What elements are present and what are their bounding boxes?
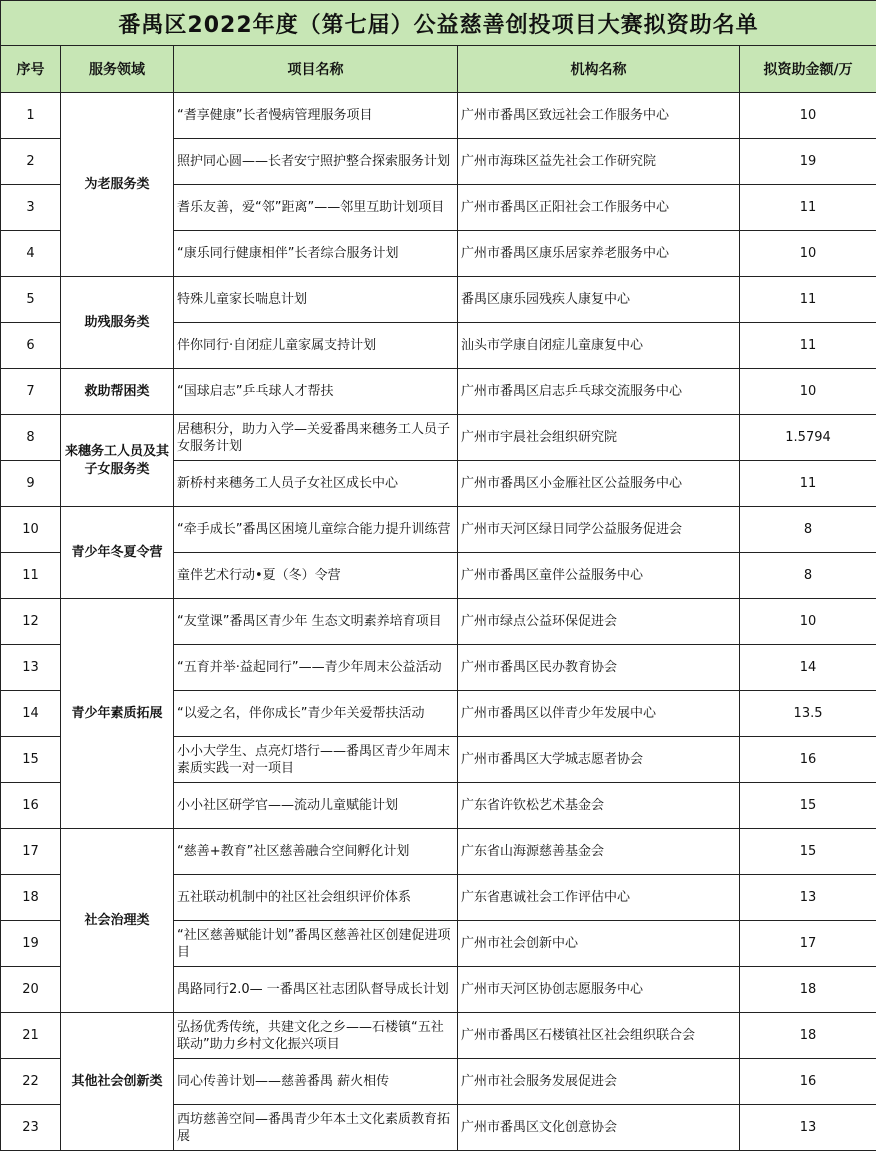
organization-cell: 广州市番禺区石楼镇社区社会组织联合会 <box>458 1013 740 1059</box>
funding-amount-cell: 16 <box>740 737 876 783</box>
funding-amount-cell: 14 <box>740 645 876 691</box>
organization-cell: 广州市社会服务发展促进会 <box>458 1059 740 1105</box>
row-index: 5 <box>1 277 61 323</box>
project-name-cell: 伴你同行·自闭症儿童家属支持计划 <box>174 323 458 369</box>
organization-cell: 广州市番禺区童伴公益服务中心 <box>458 553 740 599</box>
project-name-cell: 五社联动机制中的社区社会组织评价体系 <box>174 875 458 921</box>
row-index: 10 <box>1 507 61 553</box>
table-row <box>1 93 876 139</box>
project-name-cell: “康乐同行健康相伴”长者综合服务计划 <box>174 231 458 277</box>
project-name-cell: 新桥村来穗务工人员子女社区成长中心 <box>174 461 458 507</box>
project-name-cell: “社区慈善赋能计划”番禺区慈善社区创建促进项目 <box>174 921 458 967</box>
project-name-cell: 禺路同行2.0— 一番禺区社志团队督导成长计划 <box>174 967 458 1013</box>
project-name-cell: 特殊儿童家长喘息计划 <box>174 277 458 323</box>
row-index: 17 <box>1 829 61 875</box>
row-index: 2 <box>1 139 61 185</box>
header-row <box>1 46 876 93</box>
row-index: 14 <box>1 691 61 737</box>
service-domain-cell: 青少年冬夏令营 <box>61 507 174 599</box>
project-name-cell: “五育并举·益起同行”——青少年周末公益活动 <box>174 645 458 691</box>
row-index: 8 <box>1 415 61 461</box>
funding-amount-cell: 10 <box>740 231 876 277</box>
organization-cell: 广州市社会创新中心 <box>458 921 740 967</box>
funding-amount-cell: 19 <box>740 139 876 185</box>
organization-cell: 汕头市学康自闭症儿童康复中心 <box>458 323 740 369</box>
funding-amount-cell: 10 <box>740 369 876 415</box>
funding-amount-cell: 13 <box>740 1105 876 1151</box>
funding-amount-cell: 11 <box>740 277 876 323</box>
organization-cell: 广州市天河区绿日同学公益服务促进会 <box>458 507 740 553</box>
funding-amount-cell: 16 <box>740 1059 876 1105</box>
organization-cell: 广东省惠诚社会工作评估中心 <box>458 875 740 921</box>
funding-amount-cell: 8 <box>740 553 876 599</box>
header-project: 项目名称 <box>174 46 458 93</box>
row-index: 13 <box>1 645 61 691</box>
row-index: 19 <box>1 921 61 967</box>
funding-amount-cell: 18 <box>740 1013 876 1059</box>
row-index: 3 <box>1 185 61 231</box>
header-domain: 服务领域 <box>61 46 174 93</box>
row-index: 9 <box>1 461 61 507</box>
row-index: 11 <box>1 553 61 599</box>
organization-cell: 广州市宇晨社会组织研究院 <box>458 415 740 461</box>
table-row <box>1 369 876 415</box>
service-domain-cell: 其他社会创新类 <box>61 1013 174 1151</box>
project-name-cell: “以爱之名，伴你成长”青少年关爱帮扶活动 <box>174 691 458 737</box>
organization-cell: 广东省许钦松艺术基金会 <box>458 783 740 829</box>
funding-amount-cell: 8 <box>740 507 876 553</box>
service-domain-cell: 青少年素质拓展 <box>61 599 174 829</box>
service-domain-cell: 来穗务工人员及其子女服务类 <box>61 415 174 507</box>
project-name-cell: “慈善+教育”社区慈善融合空间孵化计划 <box>174 829 458 875</box>
table-row <box>1 507 876 553</box>
table-row <box>1 415 876 461</box>
project-name-cell: 弘扬优秀传统，共建文化之乡——石楼镇“五社联动”助力乡村文化振兴项目 <box>174 1013 458 1059</box>
organization-cell: 广州市绿点公益环保促进会 <box>458 599 740 645</box>
row-index: 1 <box>1 93 61 139</box>
organization-cell: 广州市番禺区启志乒乓球交流服务中心 <box>458 369 740 415</box>
organization-cell: 广东省山海源慈善基金会 <box>458 829 740 875</box>
project-name-cell: 小小社区研学官——流动儿童赋能计划 <box>174 783 458 829</box>
organization-cell: 广州市番禺区正阳社会工作服务中心 <box>458 185 740 231</box>
row-index: 18 <box>1 875 61 921</box>
table-row <box>1 1013 876 1059</box>
organization-cell: 广州市天河区协创志愿服务中心 <box>458 967 740 1013</box>
row-index: 15 <box>1 737 61 783</box>
row-index: 22 <box>1 1059 61 1105</box>
row-index: 21 <box>1 1013 61 1059</box>
service-domain-cell: 助残服务类 <box>61 277 174 369</box>
organization-cell: 广州市番禺区康乐居家养老服务中心 <box>458 231 740 277</box>
row-index: 4 <box>1 231 61 277</box>
service-domain-cell: 社会治理类 <box>61 829 174 1013</box>
row-index: 20 <box>1 967 61 1013</box>
header-amount: 拟资助金额/万 <box>740 46 876 93</box>
funding-amount-cell: 15 <box>740 829 876 875</box>
organization-cell: 广州市番禺区以伴青少年发展中心 <box>458 691 740 737</box>
funding-amount-cell: 15 <box>740 783 876 829</box>
service-domain-cell: 为老服务类 <box>61 93 174 277</box>
organization-cell: 广州市番禺区文化创意协会 <box>458 1105 740 1151</box>
service-domain-cell: 救助帮困类 <box>61 369 174 415</box>
funding-amount-cell: 1.5794 <box>740 415 876 461</box>
funding-amount-cell: 11 <box>740 185 876 231</box>
organization-cell: 广州市番禺区民办教育协会 <box>458 645 740 691</box>
row-index: 12 <box>1 599 61 645</box>
row-index: 6 <box>1 323 61 369</box>
project-name-cell: “友堂课”番禺区青少年 生态文明素养培育项目 <box>174 599 458 645</box>
funding-amount-cell: 11 <box>740 323 876 369</box>
organization-cell: 广州市番禺区致远社会工作服务中心 <box>458 93 740 139</box>
table-row <box>1 599 876 645</box>
project-name-cell: 同心传善计划——慈善番禺 薪火相传 <box>174 1059 458 1105</box>
project-name-cell: 居穗积分，助力入学—关爱番禺来穗务工人员子女服务计划 <box>174 415 458 461</box>
row-index: 16 <box>1 783 61 829</box>
row-index: 23 <box>1 1105 61 1151</box>
funding-amount-cell: 17 <box>740 921 876 967</box>
project-name-cell: 童伴艺术行动•夏（冬）令营 <box>174 553 458 599</box>
table-title: 番禺区2022年度（第七届）公益慈善创投项目大赛拟资助名单 <box>1 1 876 46</box>
row-index: 7 <box>1 369 61 415</box>
funding-amount-cell: 13.5 <box>740 691 876 737</box>
project-name-cell: 西坊慈善空间—番禺青少年本土文化素质教育拓展 <box>174 1105 458 1151</box>
table-row <box>1 829 876 875</box>
project-name-cell: 耆乐友善，爱“邻”距离”——邻里互助计划项目 <box>174 185 458 231</box>
table-row <box>1 277 876 323</box>
project-name-cell: “牵手成长”番禺区困境儿童综合能力提升训练营 <box>174 507 458 553</box>
project-name-cell: 照护同心圆——长者安宁照护整合探索服务计划 <box>174 139 458 185</box>
title-row <box>1 1 876 46</box>
funding-amount-cell: 13 <box>740 875 876 921</box>
funding-amount-cell: 10 <box>740 93 876 139</box>
organization-cell: 广州市海珠区益先社会工作研究院 <box>458 139 740 185</box>
funding-amount-cell: 11 <box>740 461 876 507</box>
header-index: 序号 <box>1 46 61 93</box>
funding-amount-cell: 18 <box>740 967 876 1013</box>
organization-cell: 广州市番禺区小金雁社区公益服务中心 <box>458 461 740 507</box>
project-name-cell: “国球启志”乒乓球人才帮扶 <box>174 369 458 415</box>
organization-cell: 番禺区康乐园残疾人康复中心 <box>458 277 740 323</box>
project-name-cell: 小小大学生、点亮灯塔行——番禺区青少年周末素质实践一对一项目 <box>174 737 458 783</box>
header-org: 机构名称 <box>458 46 740 93</box>
project-name-cell: “耆享健康”长者慢病管理服务项目 <box>174 93 458 139</box>
organization-cell: 广州市番禺区大学城志愿者协会 <box>458 737 740 783</box>
funding-amount-cell: 10 <box>740 599 876 645</box>
